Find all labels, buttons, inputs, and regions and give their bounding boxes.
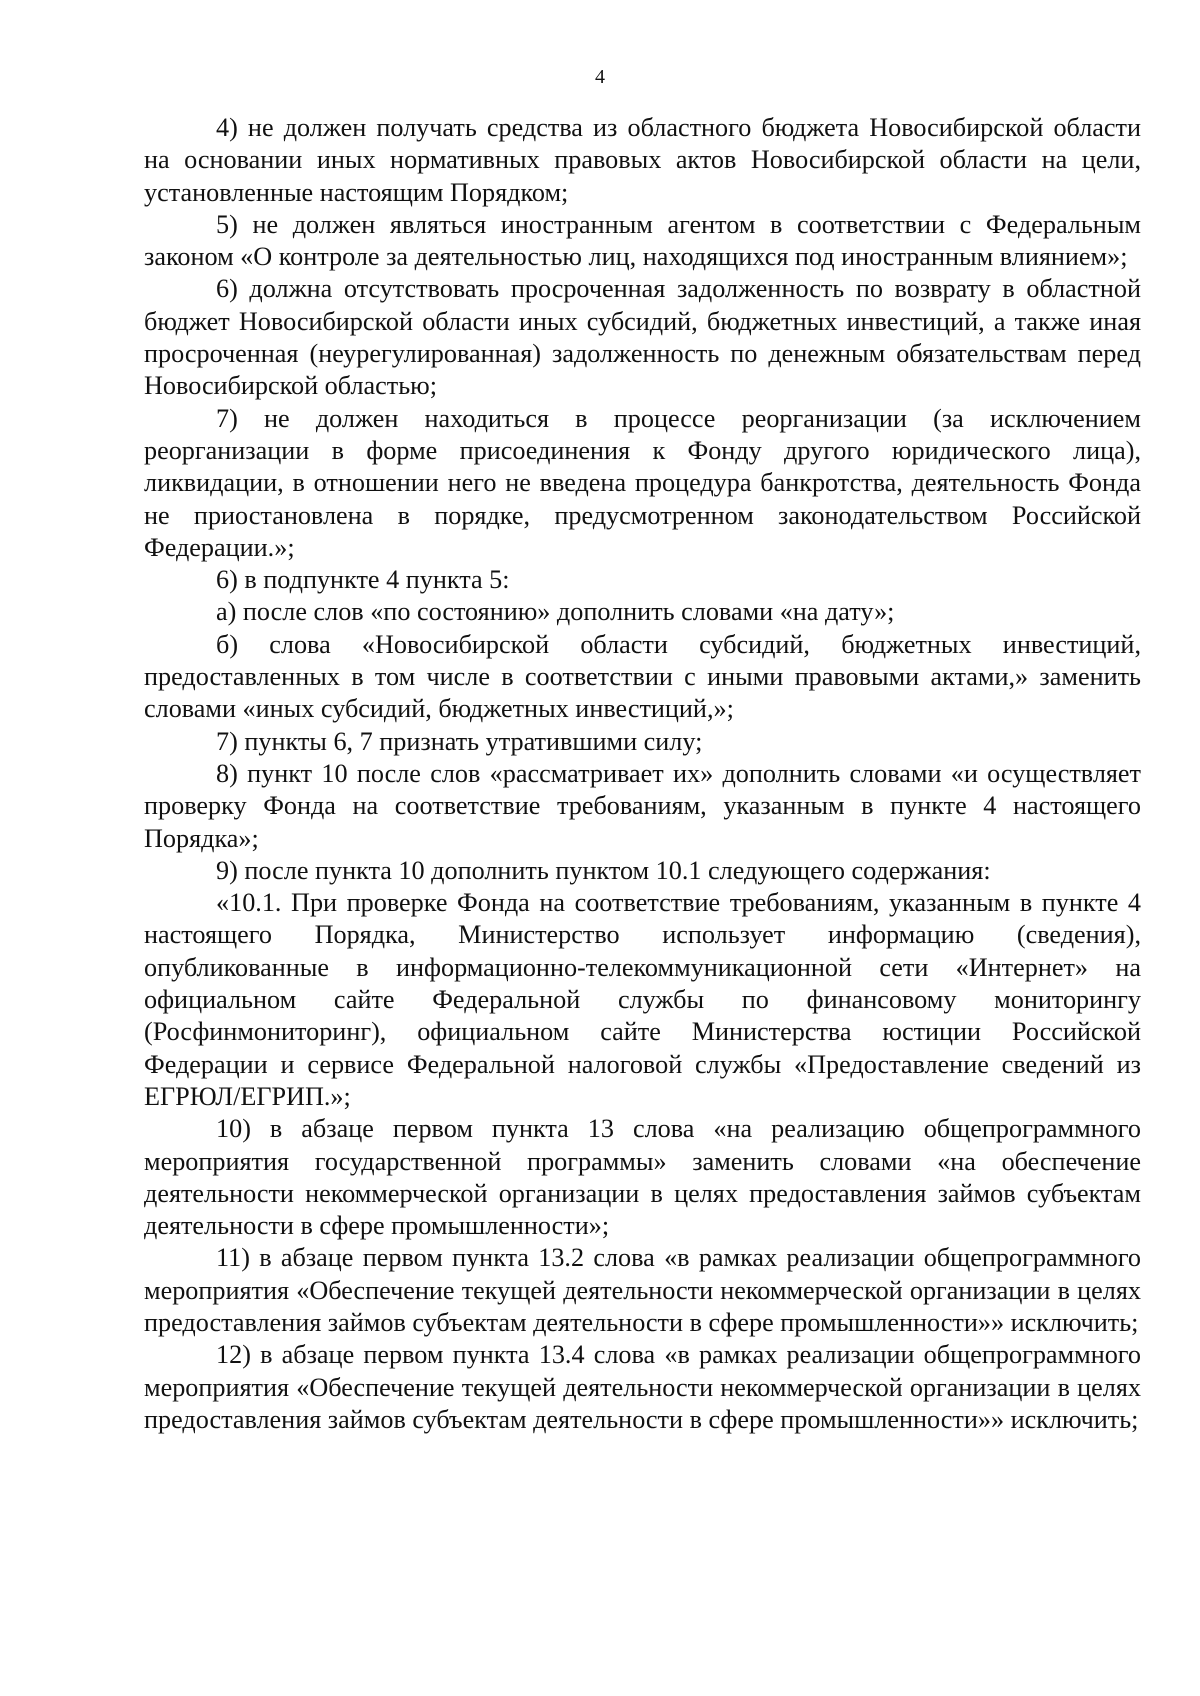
paragraph-subitem-b: б) слова «Новосибирской области субсидий, бюджетных инвестиций, предоставленных в том числе в соответствии с иными правовыми актами,» заменить словами «иных субсидий, бюджетных инвестиций,»; [144,629,1141,724]
paragraph-item-4: 4) не должен получать средства из областного бюджета Новосибирской области на основании иных нормативных правовых актов Новосибирской области на цели, установленные настоящим Порядком; [144,113,1141,207]
paragraph-amendment-11: 11) в абзаце первом пункта 13.2 слова «в рамках реализации общепрограммного мероприятия «Обеспечение текущей деятельности некоммерческой организации в целях предоставления займов субъектам деятельности в сфере промышленности»» исключить; [144,1243,1141,1337]
paragraph-amendment-6: 6) в подпункте 4 пункта 5: [216,565,510,595]
paragraph-amendment-10: 10) в абзаце первом пункта 13 слова «на реализацию общепрограммного мероприятия государственной программы» заменить словами «на обеспечение деятельности некоммерческой организации в целях предоставления займов субъектам деятельности в сфере промышленности»; [144,1114,1141,1241]
paragraph-item-7: 7) не должен находиться в процессе реорганизации (за исключением реорганизации в форме присоединения к Фонду другого юридического лица), ликвидации, в отношении него не введена процедура банкротства, деятельность Фонда не приостановлена в порядке, предусмотренном законодательством Российской Федерации.»; [144,403,1141,562]
paragraph-amendment-12: 12) в абзаце первом пункта 13.4 слова «в рамках реализации общепрограммного мероприятия «Обеспечение текущей деятельности некоммерческой организации в целях предоставления займов субъектам деятельности в сфере промышленности»» исключить; [144,1340,1141,1434]
paragraph-item-5: 5) не должен являться иностранным агентом в соответствии с Федеральным законом «О контроле за деятельностью лиц, находящихся под иностранным влиянием»; [144,209,1141,272]
document-body [144,112,1141,1436]
page-number: 4 [595,66,605,88]
paragraph-item-6: 6) должна отсутствовать просроченная задолженность по возврату в областной бюджет Новосибирской области иных субсидий, бюджетных инвестиций, а также иная просроченная (неурегулированная) задолженность по денежным обязательствам перед Новосибирской областью; [144,274,1141,401]
paragraph-amendment-7: 7) пункты 6, 7 признать утратившими силу; [216,726,703,756]
paragraph-clause-10-1: «10.1. При проверке Фонда на соответствие требованиям, указанным в пункте 4 настоящего Порядка, Министерство использует информацию (сведения), опубликованные в информационно-телекоммуникационной сети «Интернет» на официальном сайте Федеральной службы по финансовому мониторингу (Росфинмониторинг), официальном сайте Министерства юстиции Российской Федерации и сервисе Федеральной налоговой службы «Предоставление сведений из ЕГРЮЛ/ЕГРИП.»; [144,888,1141,1111]
paragraph-subitem-a: а) после слов «по состоянию» дополнить словами «на дату»; [216,597,895,627]
paragraph-amendment-9: 9) после пункта 10 дополнить пунктом 10.1 следующего содержания: [216,855,991,885]
paragraph-amendment-8: 8) пункт 10 после слов «рассматривает их» дополнить словами «и осуществляет проверку Фонда на соответствие требованиям, указанным в пункте 4 настоящего Порядка»; [144,758,1141,853]
